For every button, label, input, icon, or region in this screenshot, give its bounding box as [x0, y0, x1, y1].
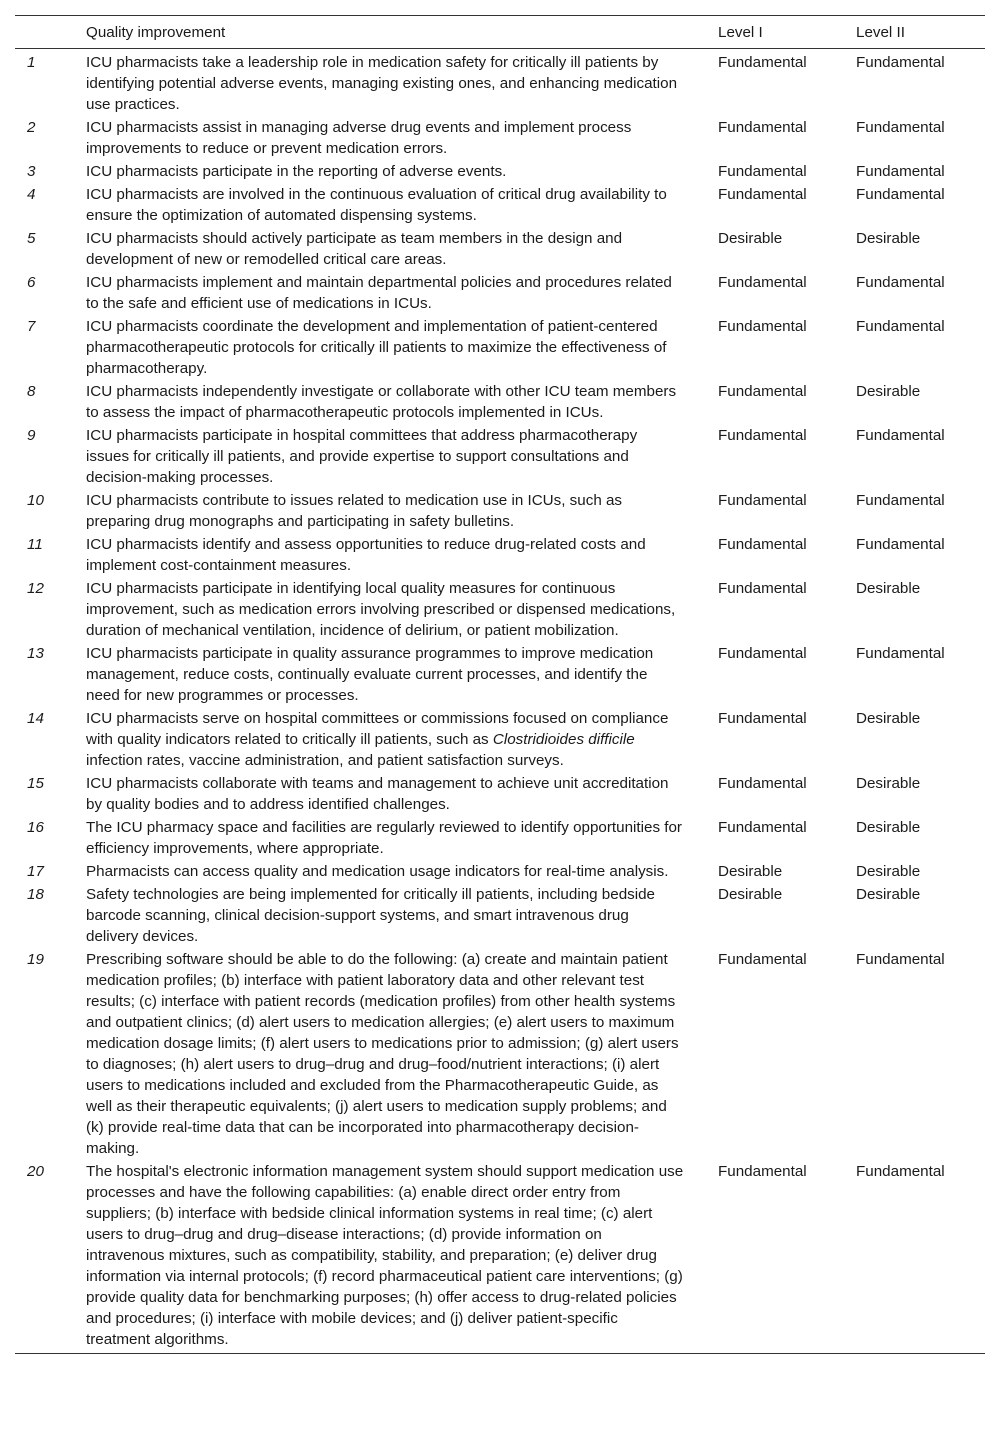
row-quality-text: Prescribing software should be able to do the following: (a) create and maintain patient medication profiles; (b) interface with patient laboratory data and other relevant test results; (c) interface with patient records (medication profiles) from other health systems and outpatient clinics; (d) alert users to medication allergies; (e) alert users to maximum medication dosage limits; (f) alert users to medications prior to admission; (g) alert users to diagnoses; (h) alert users to drug–drug and drug–food/nutrient interactions; (i) alert users to medications included and excluded from the Pharmacotherapeutic Guide, as well as their therapeutic equivalents; (j) alert users to medication supply problems; and (k) provide real-time data that can be incorporated into pharmacotherapy decision-making.: [86, 951, 679, 1157]
table-row: [15, 424, 985, 489]
row-level-1: Fundamental: [718, 274, 807, 291]
row-level-1: Fundamental: [718, 775, 807, 792]
table-row: [15, 948, 985, 1160]
row-level-2: Desirable: [856, 710, 921, 727]
row-level-2: Fundamental: [856, 427, 945, 444]
row-number: 18: [27, 886, 44, 903]
row-level-1: Fundamental: [718, 492, 807, 509]
row-quality-text: ICU pharmacists should actively participate as team members in the design and development of new or remodelled critical care areas.: [86, 230, 623, 268]
row-level-2: Desirable: [856, 383, 921, 400]
row-level-1: Desirable: [718, 863, 783, 880]
row-level-1: Fundamental: [718, 580, 807, 597]
row-level-2: Desirable: [856, 230, 921, 247]
row-quality-text: ICU pharmacists participate in identifying local quality measures for continuous improvement, such as medication errors involving prescribed or dispensed medications, duration of mechanical ventilation, incidence of delirium, or patient mobilization.: [86, 580, 676, 639]
row-level-1: Fundamental: [718, 427, 807, 444]
table-row: [15, 577, 985, 642]
row-text-part: infection rates, vaccine administration, and patient satisfaction surveys.: [86, 752, 564, 769]
row-number: 13: [27, 645, 44, 662]
table-row: [15, 707, 985, 772]
row-quality-text: ICU pharmacists take a leadership role in medication safety for critically ill patients by identifying potential adverse events, managing existing ones, and enhancing medication use practices.: [86, 54, 678, 113]
row-level-2: Desirable: [856, 863, 921, 880]
row-level-1: Fundamental: [718, 1160, 856, 1354]
row-quality-text: ICU pharmacists independently investigate or collaborate with other ICU team members to assess the impact of pharmacotherapeutic protocols implemented in ICUs.: [86, 383, 677, 421]
table-row: [15, 116, 985, 160]
row-level-1: Fundamental: [718, 119, 807, 136]
row-level-1: Fundamental: [718, 710, 807, 727]
row-number: 4: [27, 186, 36, 203]
row-quality-text: ICU pharmacists coordinate the development and implementation of patient-centered pharmacotherapeutic protocols for critically ill patients to maximize the effectiveness of pharmacotherapy.: [86, 318, 667, 377]
table-row: [15, 816, 985, 860]
header-level-1: Level I: [718, 16, 856, 49]
row-number: 1: [27, 54, 36, 71]
table-row: [15, 49, 985, 116]
row-number: 6: [27, 274, 36, 291]
row-number: 14: [27, 710, 44, 727]
row-quality-text: ICU pharmacists participate in quality assurance programmes to improve medication management, reduce costs, continually evaluate current processes, and identify the need for new programmes or processes.: [86, 645, 654, 704]
row-level-1: Fundamental: [718, 54, 807, 71]
table-row: [15, 183, 985, 227]
row-level-1: Fundamental: [718, 819, 807, 836]
row-number: 12: [27, 580, 44, 597]
row-quality-text: ICU pharmacists participate in hospital committees that address pharmacotherapy issues for critically ill patients, and provide expertise to support consultations and decision-making processes.: [86, 427, 638, 486]
row-level-2: Fundamental: [856, 274, 945, 291]
row-level-1: Fundamental: [718, 645, 807, 662]
row-level-2: Fundamental: [856, 1160, 985, 1354]
table-row: [15, 271, 985, 315]
row-level-1: Fundamental: [718, 318, 807, 335]
row-number: 9: [27, 427, 36, 444]
header-row: [15, 16, 985, 49]
table-row: [15, 1160, 985, 1354]
table-body: [15, 49, 985, 1354]
row-level-1: Fundamental: [718, 951, 807, 968]
row-level-2: Desirable: [856, 580, 921, 597]
row-level-2: Fundamental: [856, 186, 945, 203]
row-level-1: Fundamental: [718, 383, 807, 400]
row-quality-text: Safety technologies are being implemented for critically ill patients, including bedside barcode scanning, clinical decision-support systems, and smart intravenous drug delivery devices.: [86, 886, 656, 945]
table-row: [15, 160, 985, 183]
row-level-1: Fundamental: [718, 186, 807, 203]
header-level-2: Level II: [856, 16, 985, 49]
row-number: 15: [27, 775, 44, 792]
row-level-2: Fundamental: [856, 318, 945, 335]
row-level-2: Fundamental: [856, 645, 945, 662]
row-level-2: Desirable: [856, 775, 921, 792]
quality-improvement-table: [15, 15, 985, 1354]
row-quality-text: ICU pharmacists collaborate with teams and management to achieve unit accreditation by quality bodies and to address identified challenges.: [86, 775, 669, 813]
row-level-1: Fundamental: [718, 163, 807, 180]
row-quality-text: ICU pharmacists identify and assess opportunities to reduce drug-related costs and implement cost-containment measures.: [86, 536, 646, 574]
row-number: 11: [27, 536, 43, 553]
table-row: [15, 315, 985, 380]
row-number: 20: [15, 1160, 86, 1354]
header-quality-improvement: Quality improvement: [86, 16, 718, 49]
row-number: 7: [27, 318, 36, 335]
row-quality-text: Pharmacists can access quality and medication usage indicators for real-time analysis.: [86, 863, 669, 880]
row-text-italic: Clostridioides difficile: [492, 731, 635, 748]
row-level-1: Desirable: [718, 230, 783, 247]
row-level-2: Fundamental: [856, 163, 945, 180]
row-number: 17: [27, 863, 44, 880]
table-row: [15, 772, 985, 816]
row-level-2: Fundamental: [856, 492, 945, 509]
row-level-2: Desirable: [856, 819, 921, 836]
row-number: 2: [27, 119, 36, 136]
row-quality-text: ICU pharmacists assist in managing adverse drug events and implement process improvements to reduce or prevent medication errors.: [86, 119, 632, 157]
row-level-1: Desirable: [718, 886, 783, 903]
row-level-2: Desirable: [856, 886, 921, 903]
row-quality-text: [86, 707, 718, 772]
row-number: 10: [27, 492, 44, 509]
table-row: [15, 380, 985, 424]
row-level-2: Fundamental: [856, 54, 945, 71]
table-row: [15, 883, 985, 948]
row-level-2: Fundamental: [856, 119, 945, 136]
table-row: [15, 489, 985, 533]
row-level-2: Fundamental: [856, 951, 945, 968]
table-row: [15, 860, 985, 883]
row-text-part: ICU pharmacists serve on hospital committees or commissions focused on compliance with quality indicators related to critically ill patients, such as: [86, 710, 669, 748]
row-number: 19: [27, 951, 44, 968]
row-number: 16: [27, 819, 44, 836]
row-quality-text: The ICU pharmacy space and facilities are regularly reviewed to identify opportunities for efficiency improvements, where appropriate.: [86, 819, 682, 857]
header-number: [15, 16, 86, 49]
row-number: 3: [27, 163, 36, 180]
table-row: [15, 227, 985, 271]
table-header: [15, 16, 985, 49]
row-quality-text: ICU pharmacists contribute to issues related to medication use in ICUs, such as preparing drug monographs and participating in safety bulletins.: [86, 492, 623, 530]
row-quality-text: The hospital's electronic information management system should support medication use processes and have the following capabilities: (a) enable direct order entry from suppliers; (b) interface with bedside clinical information systems in real time; (c) alert users to drug–drug and drug–disease interactions; (d) provide information on intravenous mixtures, such as compatibility, stability, and preparation; (e) deliver drug information via internal protocols; (f) record pharmaceutical patient care interventions; (g) provide quality data for benchmarking purposes; (h) offer access to drug-related policies and procedures; (i) interface with mobile devices; and (j) deliver patient-specific treatment algorithms.: [86, 1160, 718, 1354]
row-quality-text: ICU pharmacists participate in the reporting of adverse events.: [86, 163, 507, 180]
row-number: 5: [27, 230, 36, 247]
table-row: [15, 642, 985, 707]
row-level-1: Fundamental: [718, 536, 807, 553]
row-number: 8: [27, 383, 36, 400]
row-quality-text: ICU pharmacists implement and maintain departmental policies and procedures related to the safe and efficient use of medications in ICUs.: [86, 274, 672, 312]
table-row: [15, 533, 985, 577]
row-level-2: Fundamental: [856, 536, 945, 553]
row-quality-text: ICU pharmacists are involved in the continuous evaluation of critical drug availability to ensure the optimization of automated dispensing systems.: [86, 186, 667, 224]
